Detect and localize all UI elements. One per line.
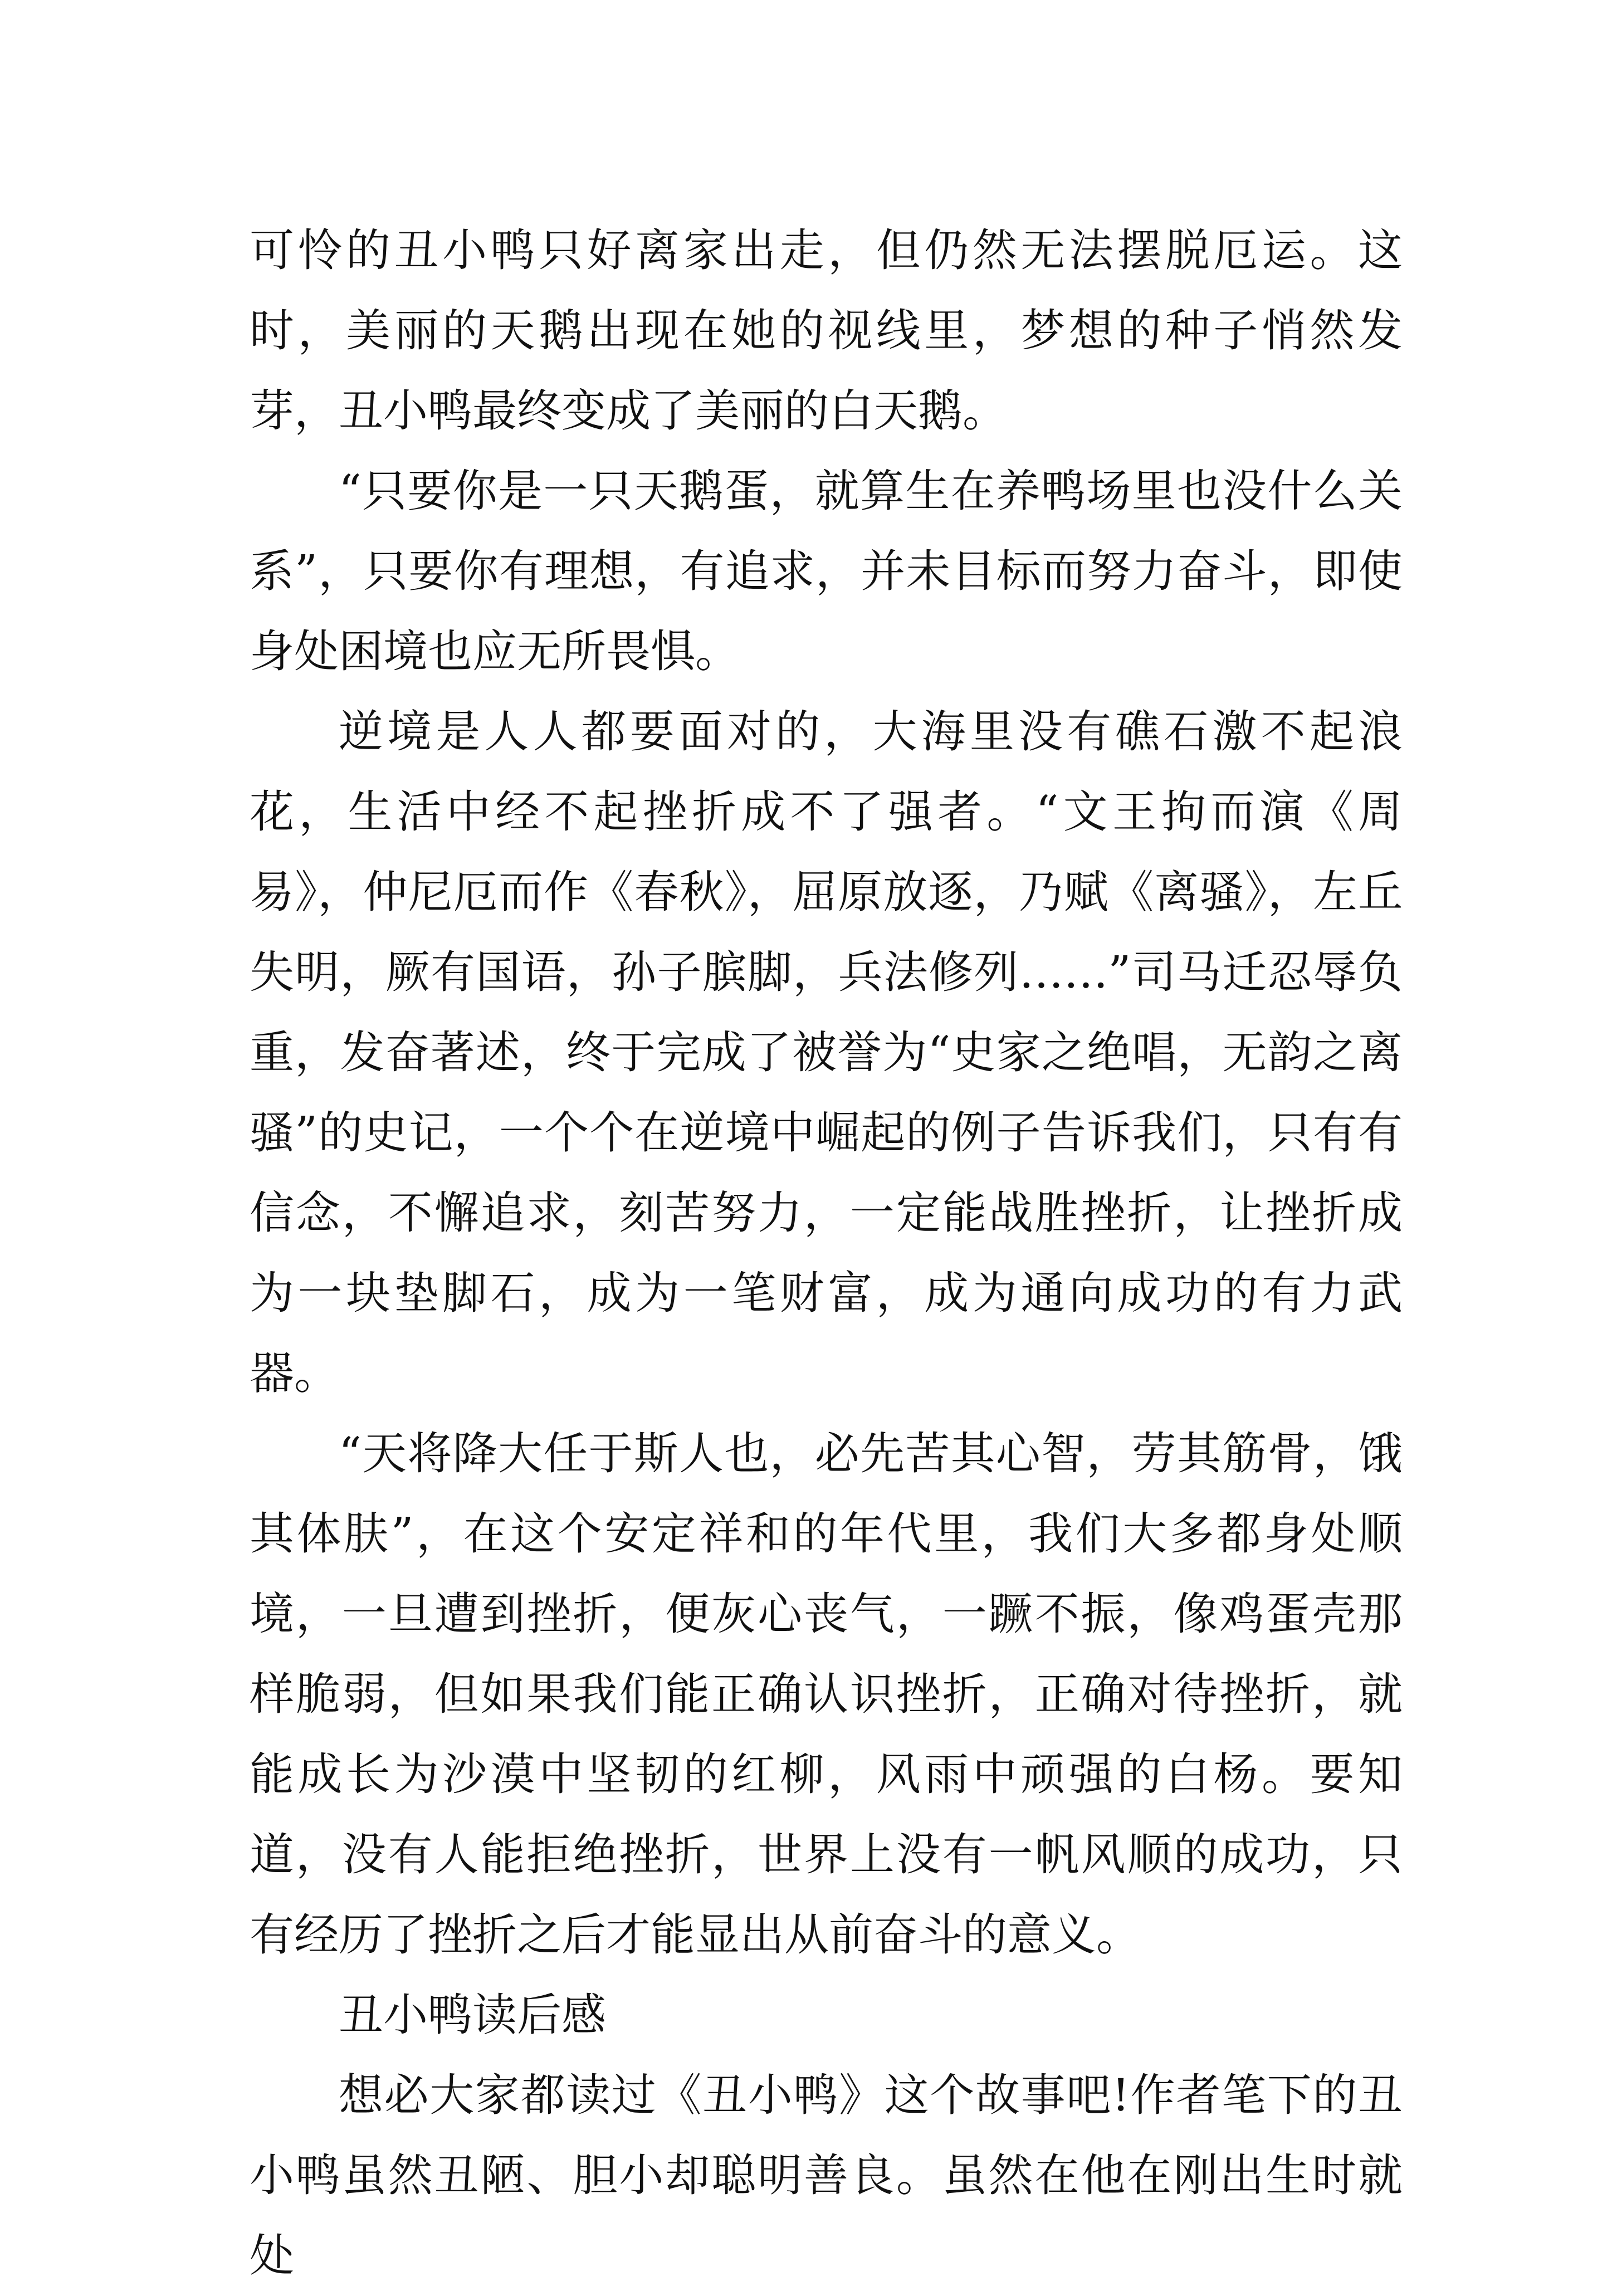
section-heading: 丑小鸭读后感 xyxy=(339,1989,606,2041)
paragraph-adversity: 逆境是人人都要面对的，大海里没有礁石激不起浪花，生活中经不起挫折成不了强者。“文王拘而演《周易》，仲尼厄而作《春秋》，屈原放逐，乃赋《离骚》，左丘失明，厥有国语，孙子膑脚，兵法修列……”司马迁忍辱负重，发奋著述，终于完成了被誉为“史家之绝唱，无韵之离骚”的史记，一个个在逆境中崛起的例子告诉我们，只有有信念，不懈追求，刻苦努力，一定能战胜挫折，让挫折成为一块垫脚石，成为一笔财富，成为通向成功的有力武器。 xyxy=(250,706,1403,1399)
paragraph-intro: 想必大家都读过《丑小鸭》这个故事吧!作者笔下的丑小鸭虽然丑陋、胆小却聪明善良。虽然在他在刚出生时就处 xyxy=(250,2069,1403,2282)
paragraph-continuation: 可怜的丑小鸭只好离家出走，但仍然无法摆脱厄运。这时，美丽的天鹅出现在她的视线里，梦想的种子悄然发芽，丑小鸭最终变成了美丽的白天鹅。 xyxy=(250,224,1403,437)
paragraph-heaven-task: “天将降大任于斯人也，必先苦其心智，劳其筋骨，饿其体肤”，在这个安定祥和的年代里，我们大多都身处顺境，一旦遭到挫折，便灰心丧气，一蹶不振，像鸡蛋壳那样脆弱，但如果我们能正确认识挫折，正确对待挫折，就能成长为沙漠中坚韧的红柳，风雨中顽强的白杨。要知道，没有人能拒绝挫折，世界上没有一帆风顺的成功，只有经历了挫折之后才能显出从前奋斗的意义。 xyxy=(250,1428,1403,1961)
paragraph-swan-egg-quote: “只要你是一只天鹅蛋，就算生在养鸭场里也没什么关系”，只要你有理想，有追求，并未目标而努力奋斗，即使身处困境也应无所畏惧。 xyxy=(250,465,1403,677)
document-body xyxy=(250,211,1403,2296)
